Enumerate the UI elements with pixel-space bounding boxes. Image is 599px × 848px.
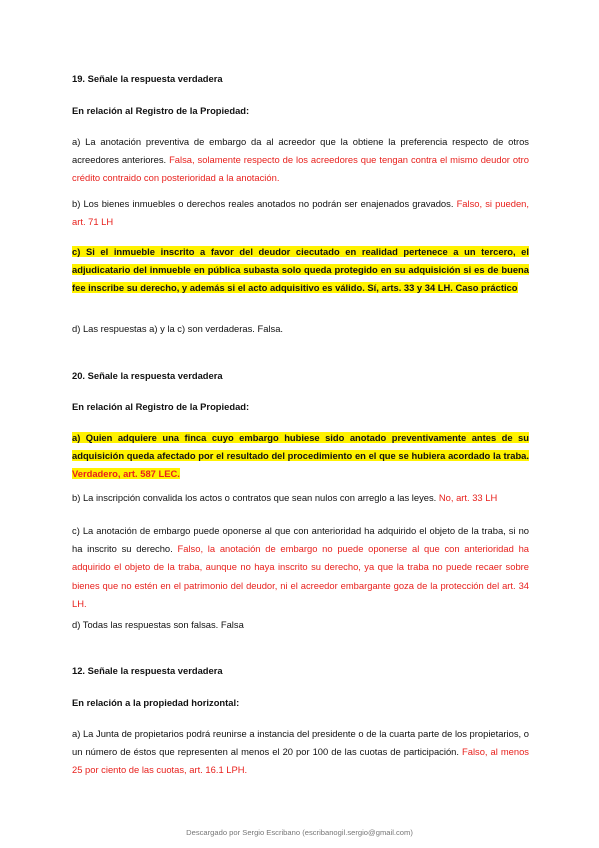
highlighted-answer: c) Si el inmueble inscrito a favor del deudor ciecutado en realidad pertenece a un tercero, el adjudicatario del inmueble en pública subasta solo queda protegido en su adquisición si es de buena fee inscribe su derecho, y además si el acto adquisitivo es válido. Sí, arts. 33 y 34 LH. Caso práctico: [72, 246, 529, 294]
question-19-title: 19. Señale la respuesta verdadera: [72, 73, 223, 84]
question-20-option-a: [72, 429, 529, 484]
option-text: a) La anotación preventiva de embargo da al acreedor que la obtiene la preferencia respecto de otros acreedores anteriores.: [72, 136, 529, 166]
question-12-option-a: [72, 725, 529, 780]
question-20-title: 20. Señale la respuesta verdadera: [72, 370, 223, 381]
document-page: [72, 0, 529, 848]
question-19-intro: En relación al Registro de la Propiedad:: [72, 105, 250, 116]
download-footer: Descargado por Sergio Escribano (escribanogil.sergio@gmail.com): [186, 828, 413, 837]
option-text: c) La anotación de embargo puede oponerse al que con anterioridad ha adquirido el objeto de la traba, si no ha inscrito su derecho.: [72, 525, 529, 555]
option-note: Falso, si pueden, art. 71 LH: [72, 198, 529, 228]
highlighted-answer: a) Quien adquiere una finca cuyo embargo hubiese sido anotado preventivamente antes de su adquisición queda afectado por el resultado del procedimiento en el que se hubiera acordado la traba.: [72, 432, 529, 462]
question-20-option-d: d) Todas las respuestas son falsas. Falsa: [72, 619, 244, 630]
option-text: b) Los bienes inmuebles o derechos reales anotados no podrán ser enajenados gravados.: [72, 198, 457, 209]
question-19-option-a: [72, 133, 529, 188]
option-note: Falso, la anotación de embargo no puede oponerse al que con anterioridad ha adquirido el objeto de la traba, aunque no haya inscrito su derecho, ya que la traba no puede recaer sobre bienes que no estén en el patrimonio del deudor, ni el acreedor embargante goza de la protección del art. 34 LH.: [72, 543, 529, 609]
question-20-option-b: [72, 489, 529, 507]
option-note: Falso, al menos 25 por ciento de las cuotas, art. 16.1 LPH.: [72, 746, 529, 776]
question-19-option-d: d) Las respuestas a) y la c) son verdaderas. Falsa.: [72, 323, 284, 334]
option-note: Verdadero, art. 587 LEC.: [72, 468, 180, 480]
question-12-title: 12. Señale la respuesta verdadera: [72, 665, 223, 676]
question-20-option-c: [72, 522, 529, 613]
question-19-option-c: [72, 243, 529, 298]
question-12-intro: En relación a la propiedad horizontal:: [72, 697, 240, 708]
option-text: b) La inscripción convalida los actos o contratos que sean nulos con arreglo a las leyes.: [72, 492, 439, 503]
option-text: a) La Junta de propietarios podrá reunirse a instancia del presidente o de la cuarta parte de los propietarios, o un número de éstos que representen al menos el 20 por 100 de las cuotas de participación.: [72, 728, 529, 758]
question-19-option-b: [72, 195, 529, 231]
option-note: Falsa, solamente respecto de los acreedores que tengan contra el mismo deudor otro crédito contraido con posterioridad a la anotación.: [72, 154, 529, 184]
option-note: No, art. 33 LH: [438, 492, 498, 503]
question-20-intro: En relación al Registro de la Propiedad:: [72, 401, 250, 412]
